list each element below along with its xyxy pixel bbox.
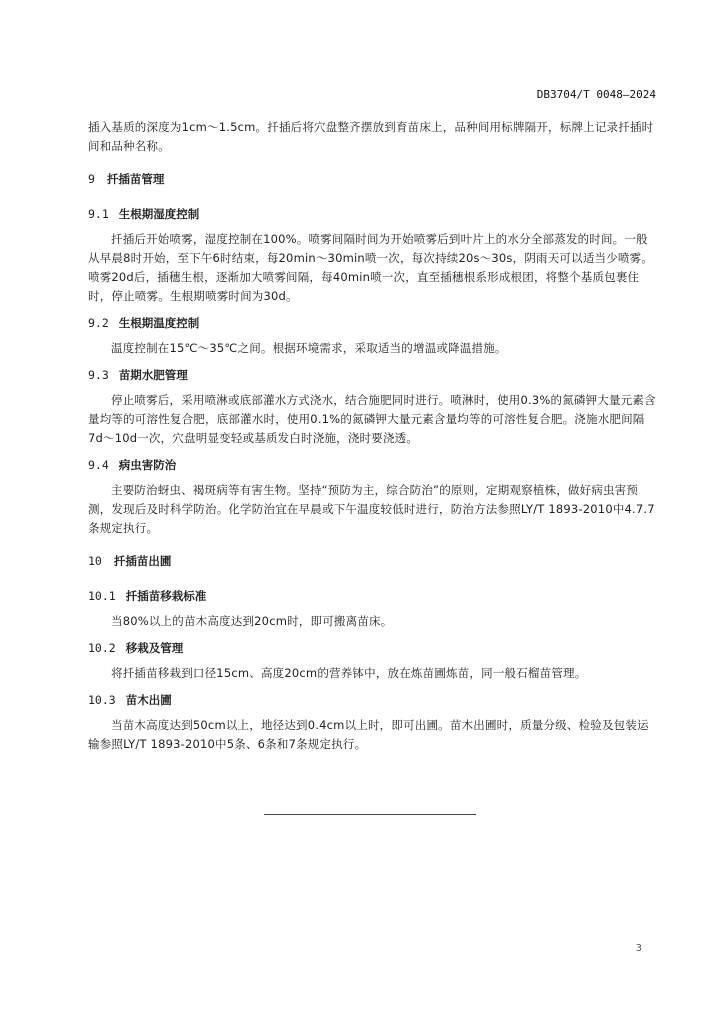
section-number: 10 bbox=[88, 554, 102, 568]
section-number: 9.3 bbox=[88, 368, 109, 382]
paragraph-9-4: 主要防治蚜虫、褐斑病等有害生物。坚持“预防为主，综合防治”的原则，定期观察植株，做好病虫害预测，发现后及时科学防治。化学防治宜在早晨或下午温度较低时进行，防治方法参照LY/T 1893-2010中4.7.7条规定执行。 bbox=[88, 483, 655, 535]
section-title: 扦插苗出圃 bbox=[113, 554, 172, 568]
heading-section-9 bbox=[88, 170, 656, 189]
page-number: 3 bbox=[635, 943, 642, 954]
section-number: 10.1 bbox=[88, 589, 116, 603]
section-title: 苗木出圃 bbox=[125, 693, 172, 707]
heading-section-9-4 bbox=[88, 456, 656, 475]
paragraph-10-3: 当苗木高度达到50cm以上，地径达到0.4cm以上时，即可出圃。苗木出圃时，质量分级、检验及包装运输参照LY/T 1893-2010中5条、6条和7条规定执行。 bbox=[88, 718, 649, 751]
section-number: 10.2 bbox=[88, 641, 116, 655]
section-title: 扦插苗移栽标准 bbox=[125, 589, 207, 603]
heading-section-10 bbox=[88, 552, 656, 571]
heading-section-10-1 bbox=[88, 587, 656, 606]
intro-paragraph: 插入基质的深度为1cm～1.5cm。扦插后将穴盘整齐摆放到育苗床上，品种间用标牌隔开，标牌上记录扦插时间和品种名称。 bbox=[88, 120, 654, 153]
section-title: 病虫害防治 bbox=[118, 458, 177, 472]
section-number: 9 bbox=[88, 172, 95, 186]
section-title: 移栽及管理 bbox=[125, 641, 184, 655]
paragraph-9-2: 温度控制在15℃～35℃之间。根据环境需求，采取适当的增温或降温措施。 bbox=[111, 341, 507, 355]
section-number: 9.4 bbox=[88, 458, 109, 472]
section-title: 苗期水肥管理 bbox=[118, 368, 188, 382]
section-number: 9.1 bbox=[88, 207, 109, 221]
paragraph-9-3: 停止喷雾后，采用喷淋或底部灌水方式浇水，结合施肥同时进行。喷淋时，使用0.3%的氮磷钾大量元素含量均等的可溶性复合肥，底部灌水时，使用0.1%的氮磷钾大量元素含量均等的可溶性复合肥。浇施水肥间隔7d～10d一次，穴盘明显变轻或基质发白时浇施，浇时要浇透。 bbox=[88, 393, 656, 445]
document-body bbox=[88, 118, 656, 762]
document-code: DB3704/T 0048—2024 bbox=[536, 88, 656, 101]
heading-section-9-1 bbox=[88, 205, 656, 224]
paragraph-10-1: 当80%以上的苗木高度达到20cm时，即可搬离苗床。 bbox=[111, 614, 393, 628]
heading-section-10-2 bbox=[88, 639, 656, 658]
paragraph-10-2: 将扦插苗移栽到口径15cm、高度20cm的营养钵中，放在炼苗圃炼苗，同一般石榴苗管理。 bbox=[111, 666, 587, 680]
section-title: 扦插苗管理 bbox=[106, 172, 165, 186]
section-title: 生根期温度控制 bbox=[118, 316, 200, 330]
paragraph-9-1: 扦插后开始喷雾，湿度控制在100%。喷雾间隔时间为开始喷雾后到叶片上的水分全部蒸发的时间。一般从早晨8时开始，至下午6时结束，每20min～30min喷一次，每次持续20s～30s，阴雨天可以适当少喷雾。喷雾20d后，插穗生根，逐渐加大喷雾间隔，每40min喷一次，直至插穗根系形成根团，将整个基质包裹住时，停止喷雾。生根期喷雾时间为30d。 bbox=[88, 232, 654, 303]
section-number: 9.2 bbox=[88, 316, 109, 330]
heading-section-9-3 bbox=[88, 366, 656, 385]
heading-section-10-3 bbox=[88, 691, 656, 710]
end-divider bbox=[264, 814, 476, 815]
section-title: 生根期湿度控制 bbox=[118, 207, 200, 221]
section-number: 10.3 bbox=[88, 693, 116, 707]
heading-section-9-2 bbox=[88, 314, 656, 333]
